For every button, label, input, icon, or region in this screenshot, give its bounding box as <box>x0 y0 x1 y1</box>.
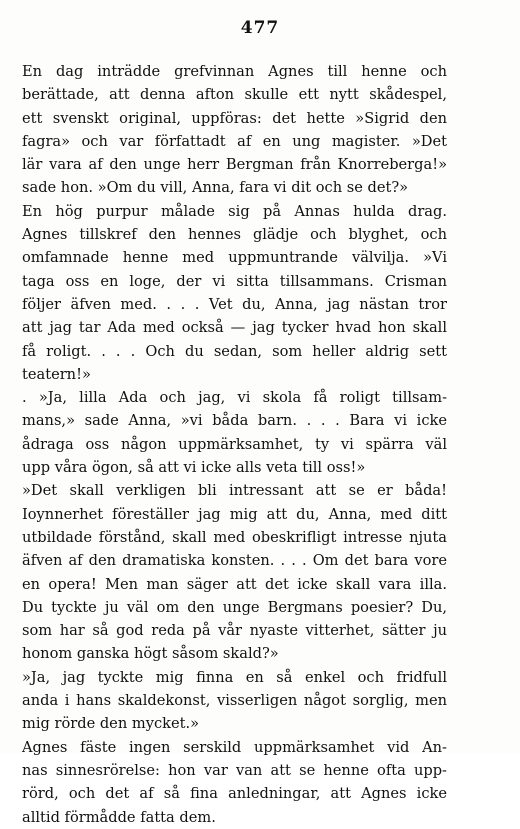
text-line: en opera! Men man säger att det icke skall vara illa. <box>22 575 447 593</box>
text-line: En hög purpur målade sig på Annas hulda drag. <box>22 202 447 220</box>
text-line: alltid förmådde fatta dem. <box>22 808 216 826</box>
text-line: sade hon. »Om du vill, Anna, fara vi dit och se det?» <box>22 179 409 197</box>
text-line: honom ganska högt såsom skald?» <box>22 645 279 663</box>
text-line: Du tyckte ju väl om den unge Bergmans poesier? Du, <box>22 598 447 616</box>
text-line: mans,» sade Anna, »vi båda barn. . . . Bara vi icke <box>22 412 447 430</box>
text-line: mig rörde den mycket.» <box>22 715 200 733</box>
text-line: rörd, och det af så fina anledningar, att Agnes icke <box>22 785 447 803</box>
text-line: ådraga oss någon uppmärksamhet, ty vi spärra väl <box>22 435 447 453</box>
text-line: . »Ja, lilla Ada och jag, vi skola få roligt tillsam- <box>22 389 447 407</box>
text-line: »Det skall verkligen bli intressant att se er båda! <box>22 482 447 500</box>
text-line: att jag tar Ada med också — jag tycker hvad hon skall <box>22 319 447 337</box>
text-line: som har så god reda på vår nyaste vitterhet, sätter ju <box>22 622 447 640</box>
text-line: nas sinnesrörelse: hon var van att se henne ofta upp- <box>22 761 447 779</box>
text-line: En dag inträdde grefvinnan Agnes till henne och <box>22 63 447 80</box>
text-line: ett svenskt original, uppföras: det hette »Sigrid den <box>22 109 447 127</box>
page-number: 477 <box>240 18 280 38</box>
text-line: fagra» och var författadt af en ung magister. »Det <box>22 132 447 150</box>
text-line: teatern!» <box>22 365 91 383</box>
body-text <box>22 60 447 829</box>
text-line: följer äfven med. . . . Vet du, Anna, jag nästan tror <box>22 295 447 313</box>
text-line: »Ja, jag tyckte mig finna en så enkel och fridfull <box>22 668 447 686</box>
text-line: Agnes tillskref den hennes glädje och blyghet, och <box>22 226 447 244</box>
text-line: berättade, att denna afton skulle ett nytt skådespel, <box>22 86 447 104</box>
text-line: Agnes fäste ingen serskild uppmärksamhet vid An- <box>22 738 447 756</box>
text-line: äfven af den dramatiska konsten. . . . Om det bara vore <box>22 552 447 570</box>
text-line: lär vara af den unge herr Bergman från Knorreberga!» <box>22 156 447 174</box>
text-line: upp våra ögon, så att vi icke alls veta till oss!» <box>22 459 366 477</box>
text-line: anda i hans skaldekonst, visserligen något sorglig, men <box>22 692 447 710</box>
text-line: utbildade förstånd, skall med obeskrifligt intresse njuta <box>22 528 447 546</box>
text-line: taga oss en loge, der vi sitta tillsammans. Crisman <box>22 272 447 290</box>
text-line: få roligt. . . . Och du sedan, som heller aldrig sett <box>22 342 447 360</box>
text-line: Ioynnerhet föreställer jag mig att du, Anna, med ditt <box>22 505 447 523</box>
text-line: omfamnade henne med uppmuntrande välvilja. »Vi <box>22 249 447 267</box>
